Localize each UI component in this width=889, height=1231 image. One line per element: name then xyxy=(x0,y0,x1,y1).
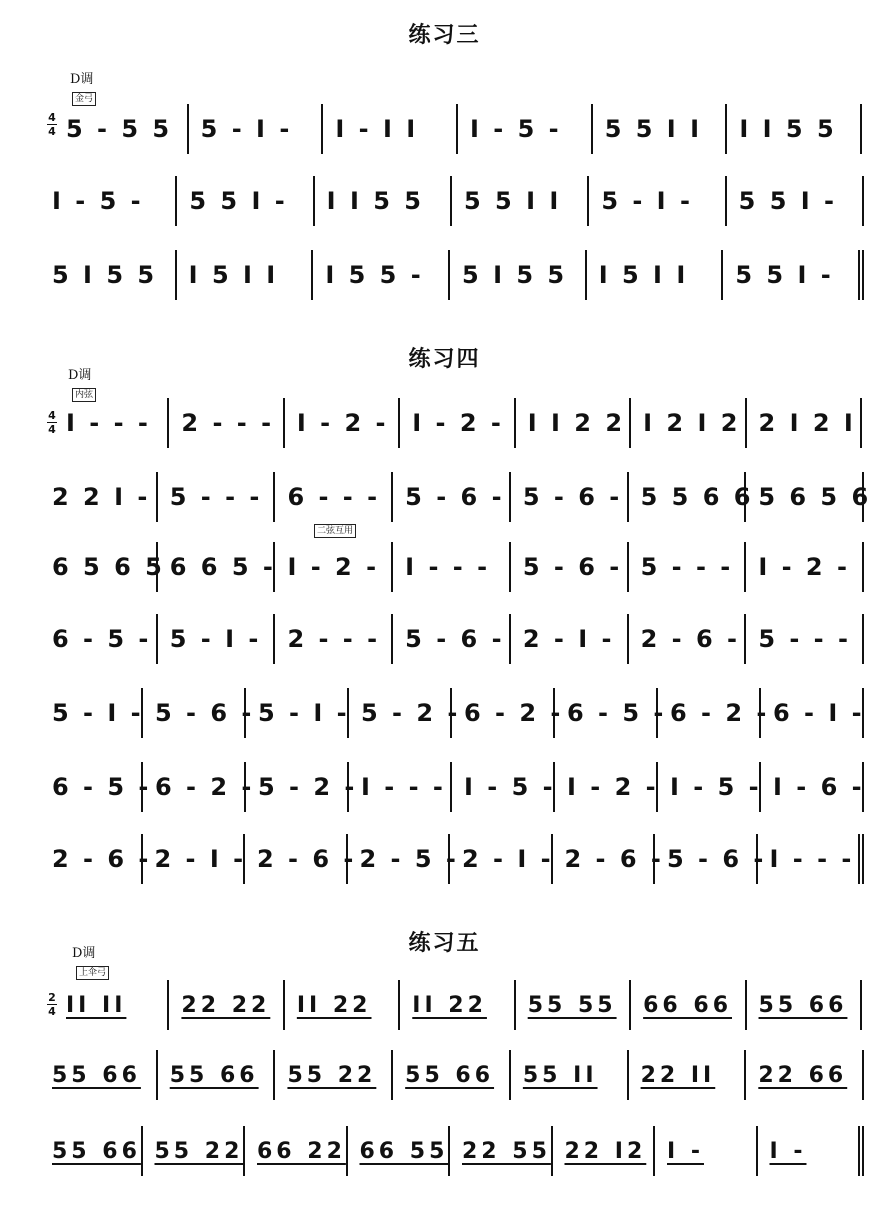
measure xyxy=(593,104,728,154)
measure xyxy=(629,542,747,592)
exercise-4-row-7 xyxy=(48,834,864,884)
exercise-5-bowing-mark: 上伞弓 xyxy=(76,966,109,980)
measure xyxy=(48,834,152,884)
measure xyxy=(511,614,629,664)
measure-notes: Ⅰ - xyxy=(667,1138,704,1164)
measure-notes: Ⅰ - 2 - xyxy=(567,773,659,801)
measure xyxy=(315,176,452,226)
measure xyxy=(727,176,864,226)
exercise-4-row-5 xyxy=(48,688,864,738)
measure-notes: Ⅰ - 5 - xyxy=(670,773,762,801)
exercise-3-title: 练习三 xyxy=(408,23,481,48)
measure-notes: 5 5 Ⅰ Ⅰ xyxy=(463,187,562,215)
exercise-4-row-4 xyxy=(48,614,864,664)
measure-notes: 55 ⅠⅠ xyxy=(522,1062,598,1088)
measure-notes: 2 - Ⅰ - xyxy=(154,845,247,873)
measure xyxy=(285,980,400,1030)
measure xyxy=(458,104,593,154)
measure-notes: 5 - 6 - xyxy=(522,553,623,581)
measure-notes: 5 - Ⅰ - xyxy=(601,187,693,215)
measure xyxy=(245,834,357,884)
measure xyxy=(555,688,667,738)
measure-notes: 5 - 2 - xyxy=(361,699,461,727)
measure-notes: Ⅰ - Ⅰ Ⅰ xyxy=(335,115,419,143)
measure xyxy=(658,762,761,812)
measure xyxy=(275,614,393,664)
measure-notes: 2 - 6 - xyxy=(257,845,357,873)
measure xyxy=(349,688,461,738)
measure-notes: 5 - 5 5 xyxy=(66,115,173,143)
measure xyxy=(516,398,631,448)
exercise-4-string-mark: 二弦互用 xyxy=(314,524,356,538)
exercise-4-title: 练习四 xyxy=(408,347,481,372)
measure-notes: Ⅰ - - - xyxy=(361,773,446,801)
measure-notes: Ⅰ - - - xyxy=(405,553,491,581)
measure xyxy=(323,104,458,154)
measure-notes: ⅠⅠ ⅠⅠ xyxy=(66,992,127,1018)
measure xyxy=(629,1050,747,1100)
measure-notes: 2 - - - xyxy=(181,409,275,437)
measure-notes: 6 5 6 5 xyxy=(52,553,165,581)
measure-notes: 5 - Ⅰ - xyxy=(52,699,144,727)
measure xyxy=(746,472,872,522)
measure-notes: 5 - 6 - xyxy=(522,483,623,511)
measure-notes: 6 - 5 - xyxy=(52,773,152,801)
measure xyxy=(275,472,393,522)
exercise-5-time-signature: 2 4 xyxy=(48,991,56,1018)
measure xyxy=(511,1050,629,1100)
measure-notes: 6 - 5 - xyxy=(52,625,152,653)
measure xyxy=(177,176,314,226)
measure xyxy=(655,834,767,884)
measure-notes: Ⅰ - - - xyxy=(66,409,151,437)
measure xyxy=(761,762,864,812)
measure xyxy=(158,542,276,592)
measure xyxy=(143,834,246,884)
measure-notes: 55 66 xyxy=(758,992,848,1018)
exercise-5-title: 练习五 xyxy=(408,931,481,956)
measure-notes: Ⅰ - 6 - xyxy=(773,773,865,801)
exercise-3-bowing-mark: 金弓 xyxy=(72,92,96,106)
measure xyxy=(285,398,400,448)
measure xyxy=(589,176,726,226)
measure-notes: Ⅰ - 5 - xyxy=(52,187,144,215)
measure-notes: Ⅰ - - - xyxy=(769,845,855,873)
measure-notes: 55 66 xyxy=(52,1138,141,1164)
measure-notes: 5 - Ⅰ - xyxy=(169,625,262,653)
measure-notes: ⅠⅠ 22 xyxy=(296,992,372,1018)
measure-notes: 55 22 xyxy=(154,1138,244,1164)
measure xyxy=(758,1126,865,1176)
measure-notes: 2 - 6 - xyxy=(640,625,740,653)
measure-notes: 22 ⅠⅠ xyxy=(640,1062,716,1088)
measure xyxy=(555,762,658,812)
measure xyxy=(450,250,587,300)
measure xyxy=(143,1126,246,1176)
measure xyxy=(48,472,158,522)
measure xyxy=(158,472,276,522)
measure-notes: 5 5 Ⅰ Ⅰ xyxy=(604,115,703,143)
measure-notes: 55 66 xyxy=(52,1062,141,1088)
exercise-3-key: D调 xyxy=(70,72,94,87)
measure-notes: 5 - 6 - xyxy=(155,699,255,727)
measure xyxy=(450,1126,553,1176)
measure-notes: Ⅰ - 2 - xyxy=(287,553,380,581)
measure xyxy=(629,614,747,664)
measure xyxy=(746,614,864,664)
measure-notes: 6 - 5 - xyxy=(567,699,667,727)
measure-notes: Ⅰ 5 5 - xyxy=(325,261,424,289)
measure xyxy=(48,1126,143,1176)
measure-notes: 2 - 6 - xyxy=(564,845,664,873)
exercise-3-row-2 xyxy=(48,176,864,226)
measure-notes: Ⅰ - 2 - xyxy=(412,409,504,437)
measure-notes: 5 - 6 - xyxy=(667,845,767,873)
measure xyxy=(48,176,177,226)
measure xyxy=(516,980,631,1030)
measure xyxy=(48,762,152,812)
measure-notes: Ⅰ 5 Ⅰ Ⅰ xyxy=(188,261,279,289)
measure-notes: 5 5 6 6 xyxy=(640,483,754,511)
measure xyxy=(393,472,511,522)
measure-notes: 2 - Ⅰ - xyxy=(462,845,554,873)
measure xyxy=(48,614,158,664)
measure-notes: 6 - 2 - xyxy=(670,699,770,727)
measure xyxy=(246,688,349,738)
measure xyxy=(169,980,284,1030)
measure-notes: 55 55 xyxy=(527,992,617,1018)
measure xyxy=(275,542,393,592)
measure xyxy=(452,762,555,812)
measure-notes: 5 Ⅰ 5 5 xyxy=(462,261,568,289)
measure-notes: 55 66 xyxy=(169,1062,259,1088)
measure xyxy=(727,104,862,154)
measure-notes: 5 - - - xyxy=(169,483,263,511)
measure-notes: Ⅰ Ⅰ 2 2 xyxy=(527,409,626,437)
measure-notes: Ⅰ - 5 - xyxy=(470,115,562,143)
exercise-5-row-3 xyxy=(48,1126,864,1176)
measure-notes: Ⅰ - 2 - xyxy=(758,553,850,581)
measure xyxy=(143,688,255,738)
measure xyxy=(631,398,746,448)
measure-notes: Ⅰ 2 Ⅰ 2 xyxy=(643,409,741,437)
measure-notes: 22 22 xyxy=(181,992,271,1018)
exercise-4-row-3 xyxy=(48,542,864,592)
exercise-4-row-6 xyxy=(48,762,864,812)
measure xyxy=(758,834,865,884)
exercise-5-row-1 xyxy=(62,980,862,1030)
measure xyxy=(553,1126,656,1176)
measure xyxy=(400,980,515,1030)
measure xyxy=(62,398,169,448)
measure xyxy=(48,1050,158,1100)
measure-notes: Ⅰ - 5 - xyxy=(464,773,556,801)
measure xyxy=(747,398,862,448)
measure xyxy=(313,250,450,300)
measure xyxy=(48,250,177,300)
measure xyxy=(48,688,143,738)
measure xyxy=(553,834,664,884)
measure-notes: 66 55 xyxy=(359,1138,449,1164)
measure xyxy=(658,688,770,738)
measure-notes: 6 - Ⅰ - xyxy=(773,699,865,727)
measure xyxy=(158,614,276,664)
measure xyxy=(400,398,515,448)
measure xyxy=(452,176,589,226)
exercise-4-bowing-mark: 内弦 xyxy=(72,388,96,402)
measure xyxy=(511,472,629,522)
measure xyxy=(393,614,511,664)
measure xyxy=(393,1050,511,1100)
measure-notes: 55 22 xyxy=(287,1062,377,1088)
measure-notes: 6 6 5 - xyxy=(169,553,276,581)
measure-notes: 2 - - - xyxy=(287,625,381,653)
measure-notes: 2 - 6 - xyxy=(52,845,152,873)
measure-notes: 5 - - - xyxy=(758,625,851,653)
exercise-3-time-signature: 4 4 xyxy=(48,111,56,138)
measure xyxy=(393,542,511,592)
measure-notes: 5 - - - xyxy=(640,553,734,581)
measure xyxy=(452,688,564,738)
measure xyxy=(450,834,553,884)
measure xyxy=(629,472,754,522)
exercise-5-row-2 xyxy=(48,1050,864,1100)
measure-notes: 66 22 xyxy=(257,1138,346,1164)
exercise-4-key: D调 xyxy=(68,368,92,383)
measure-notes: ⅠⅠ 22 xyxy=(412,992,487,1018)
measure-notes: 5 - 2 - xyxy=(258,773,358,801)
measure xyxy=(275,1050,393,1100)
measure-notes: 5 6 5 6 xyxy=(758,483,872,511)
measure-notes: 5 5 Ⅰ - xyxy=(738,187,837,215)
exercise-4-time-signature: 4 4 xyxy=(48,409,56,436)
exercise-3-row-3 xyxy=(48,250,864,300)
measure-notes: 5 5 Ⅰ - xyxy=(735,261,834,289)
measure-notes: Ⅰ Ⅰ 5 5 xyxy=(326,187,424,215)
measure-notes: 5 - Ⅰ - xyxy=(200,115,293,143)
exercise-3-row-1 xyxy=(62,104,862,154)
measure xyxy=(189,104,324,154)
measure-notes: 5 - 6 - xyxy=(405,483,505,511)
measure xyxy=(143,762,255,812)
measure-notes: 6 - - - xyxy=(287,483,381,511)
measure-notes: 22 66 xyxy=(758,1062,848,1088)
measure xyxy=(723,250,864,300)
measure xyxy=(746,1050,864,1100)
measure-notes: 5 - 6 - xyxy=(405,625,505,653)
measure-notes: 6 - 2 - xyxy=(464,699,564,727)
measure-notes: Ⅰ - xyxy=(769,1138,807,1164)
measure xyxy=(631,980,746,1030)
measure-notes: Ⅰ 5 Ⅰ Ⅰ xyxy=(598,261,689,289)
exercise-4-row-1 xyxy=(62,398,862,448)
measure-notes: 2 2 Ⅰ - xyxy=(52,483,151,511)
measure-notes: 6 - 2 - xyxy=(155,773,255,801)
exercise-5-key: D调 xyxy=(72,946,96,961)
measure-notes: 55 66 xyxy=(405,1062,495,1088)
exercise-4-row-2 xyxy=(48,472,872,522)
measure-notes: 5 5 Ⅰ - xyxy=(189,187,288,215)
measure xyxy=(246,762,358,812)
measure xyxy=(747,980,862,1030)
measure-notes: Ⅰ Ⅰ 5 5 xyxy=(739,115,837,143)
measure xyxy=(655,1126,758,1176)
measure-notes: 66 66 xyxy=(643,992,732,1018)
measure xyxy=(587,250,724,300)
measure xyxy=(761,688,864,738)
measure-notes: 2 - Ⅰ - xyxy=(522,625,615,653)
measure-notes: 22 Ⅰ2 xyxy=(564,1138,647,1164)
measure xyxy=(511,542,629,592)
measure-notes: 5 - Ⅰ - xyxy=(258,699,350,727)
measure xyxy=(177,250,314,300)
measure-notes: 2 Ⅰ 2 Ⅰ xyxy=(758,409,856,437)
measure xyxy=(62,980,169,1030)
measure xyxy=(348,834,459,884)
measure xyxy=(169,398,284,448)
measure xyxy=(48,542,165,592)
measure xyxy=(245,1126,348,1176)
measure xyxy=(746,542,864,592)
measure-notes: 2 - 5 - xyxy=(359,845,459,873)
measure xyxy=(62,104,189,154)
measure-notes: 5 Ⅰ 5 5 xyxy=(52,261,158,289)
measure-notes: 22 55 xyxy=(462,1138,551,1164)
measure xyxy=(348,1126,451,1176)
measure xyxy=(158,1050,276,1100)
measure xyxy=(349,762,452,812)
measure-notes: Ⅰ - 2 - xyxy=(296,409,389,437)
